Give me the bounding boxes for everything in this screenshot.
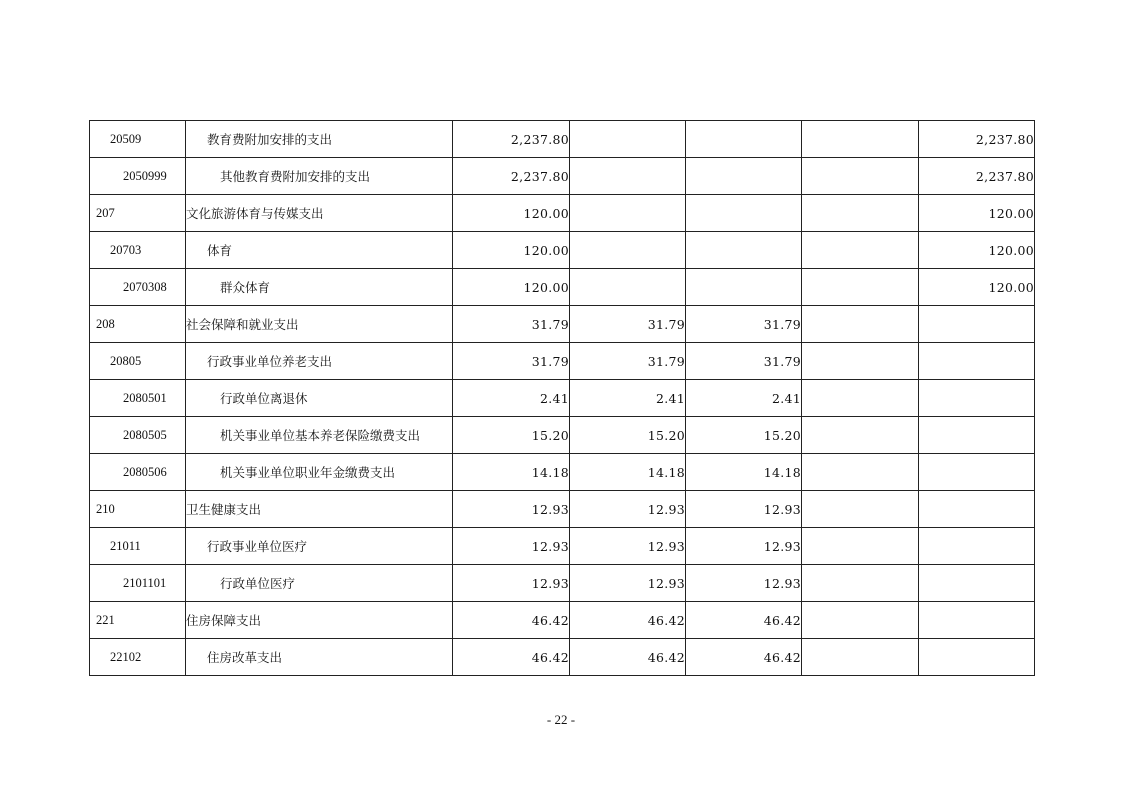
amount-cell [802, 158, 919, 195]
amount-cell [919, 306, 1035, 343]
subject-name-cell: 社会保障和就业支出 [186, 306, 453, 343]
amount-cell [919, 343, 1035, 380]
amount-cell: 46.42 [570, 639, 686, 676]
subject-code-cell: 22102 [90, 639, 186, 676]
amount-cell [802, 380, 919, 417]
amount-cell: 46.42 [686, 639, 802, 676]
amount-cell: 31.79 [453, 343, 570, 380]
subject-name-cell: 住房改革支出 [186, 639, 453, 676]
subject-code-cell: 2080501 [90, 380, 186, 417]
amount-cell: 46.42 [453, 602, 570, 639]
table-row [90, 565, 1035, 602]
amount-cell: 2,237.80 [453, 121, 570, 158]
amount-cell [802, 454, 919, 491]
amount-cell: 2,237.80 [919, 121, 1035, 158]
table-row [90, 528, 1035, 565]
subject-code-cell: 21011 [90, 528, 186, 565]
table-row [90, 602, 1035, 639]
subject-code-cell: 208 [90, 306, 186, 343]
amount-cell: 12.93 [686, 565, 802, 602]
amount-cell [570, 121, 686, 158]
amount-cell: 12.93 [453, 565, 570, 602]
amount-cell: 14.18 [453, 454, 570, 491]
amount-cell [802, 417, 919, 454]
amount-cell: 120.00 [453, 232, 570, 269]
amount-cell [686, 269, 802, 306]
amount-cell [686, 121, 802, 158]
amount-cell: 15.20 [570, 417, 686, 454]
amount-cell [919, 528, 1035, 565]
amount-cell: 12.93 [686, 528, 802, 565]
subject-code-cell: 20703 [90, 232, 186, 269]
amount-cell [802, 195, 919, 232]
amount-cell: 46.42 [570, 602, 686, 639]
amount-cell: 12.93 [453, 491, 570, 528]
table-row [90, 343, 1035, 380]
amount-cell: 14.18 [570, 454, 686, 491]
subject-code-cell: 2101101 [90, 565, 186, 602]
subject-name-cell: 行政单位医疗 [186, 565, 453, 602]
amount-cell [802, 491, 919, 528]
subject-code-cell: 221 [90, 602, 186, 639]
amount-cell: 2,237.80 [919, 158, 1035, 195]
amount-cell: 31.79 [570, 343, 686, 380]
amount-cell: 12.93 [570, 565, 686, 602]
subject-name-cell: 机关事业单位职业年金缴费支出 [186, 454, 453, 491]
amount-cell: 15.20 [453, 417, 570, 454]
amount-cell: 15.20 [686, 417, 802, 454]
amount-cell [919, 417, 1035, 454]
subject-code-cell: 207 [90, 195, 186, 232]
amount-cell [570, 158, 686, 195]
amount-cell: 120.00 [453, 195, 570, 232]
subject-code-cell: 20805 [90, 343, 186, 380]
table-row [90, 121, 1035, 158]
subject-name-cell: 行政单位离退休 [186, 380, 453, 417]
amount-cell [802, 121, 919, 158]
amount-cell [919, 565, 1035, 602]
subject-name-cell: 行政事业单位医疗 [186, 528, 453, 565]
amount-cell: 120.00 [919, 269, 1035, 306]
amount-cell: 120.00 [919, 232, 1035, 269]
subject-code-cell: 20509 [90, 121, 186, 158]
subject-code-cell: 2080505 [90, 417, 186, 454]
amount-cell: 12.93 [686, 491, 802, 528]
subject-code-cell: 2050999 [90, 158, 186, 195]
amount-cell: 31.79 [686, 306, 802, 343]
subject-name-cell: 行政事业单位养老支出 [186, 343, 453, 380]
amount-cell [570, 232, 686, 269]
amount-cell [802, 232, 919, 269]
amount-cell [919, 602, 1035, 639]
amount-cell [802, 528, 919, 565]
amount-cell: 2,237.80 [453, 158, 570, 195]
table-row [90, 158, 1035, 195]
amount-cell [919, 491, 1035, 528]
subject-code-cell: 2070308 [90, 269, 186, 306]
table-row [90, 454, 1035, 491]
page-number: - 22 - [546, 712, 576, 727]
amount-cell: 31.79 [686, 343, 802, 380]
table-row [90, 639, 1035, 676]
amount-cell [570, 269, 686, 306]
amount-cell [919, 639, 1035, 676]
amount-cell: 120.00 [919, 195, 1035, 232]
amount-cell: 12.93 [570, 491, 686, 528]
amount-cell [686, 195, 802, 232]
subject-name-cell: 住房保障支出 [186, 602, 453, 639]
amount-cell [802, 306, 919, 343]
table-row [90, 269, 1035, 306]
table-row [90, 417, 1035, 454]
amount-cell: 31.79 [570, 306, 686, 343]
subject-name-cell: 卫生健康支出 [186, 491, 453, 528]
amount-cell: 46.42 [453, 639, 570, 676]
subject-name-cell: 机关事业单位基本养老保险缴费支出 [186, 417, 453, 454]
table-row [90, 232, 1035, 269]
subject-name-cell: 文化旅游体育与传媒支出 [186, 195, 453, 232]
expenditure-table-body [90, 121, 1035, 676]
subject-name-cell: 教育费附加安排的支出 [186, 121, 453, 158]
amount-cell: 2.41 [570, 380, 686, 417]
amount-cell: 31.79 [453, 306, 570, 343]
table-row [90, 195, 1035, 232]
amount-cell [686, 232, 802, 269]
amount-cell: 46.42 [686, 602, 802, 639]
amount-cell: 12.93 [570, 528, 686, 565]
table-row [90, 491, 1035, 528]
amount-cell [919, 380, 1035, 417]
subject-code-cell: 210 [90, 491, 186, 528]
amount-cell: 12.93 [453, 528, 570, 565]
subject-name-cell: 其他教育费附加安排的支出 [186, 158, 453, 195]
amount-cell [802, 269, 919, 306]
amount-cell [802, 343, 919, 380]
amount-cell: 2.41 [453, 380, 570, 417]
amount-cell [919, 454, 1035, 491]
subject-name-cell: 群众体育 [186, 269, 453, 306]
amount-cell [802, 565, 919, 602]
amount-cell [686, 158, 802, 195]
subject-name-cell: 体育 [186, 232, 453, 269]
amount-cell [802, 602, 919, 639]
amount-cell: 120.00 [453, 269, 570, 306]
expenditure-table [89, 120, 1035, 676]
table-row [90, 306, 1035, 343]
subject-code-cell: 2080506 [90, 454, 186, 491]
amount-cell: 2.41 [686, 380, 802, 417]
amount-cell [802, 639, 919, 676]
amount-cell: 14.18 [686, 454, 802, 491]
amount-cell [570, 195, 686, 232]
table-row [90, 380, 1035, 417]
